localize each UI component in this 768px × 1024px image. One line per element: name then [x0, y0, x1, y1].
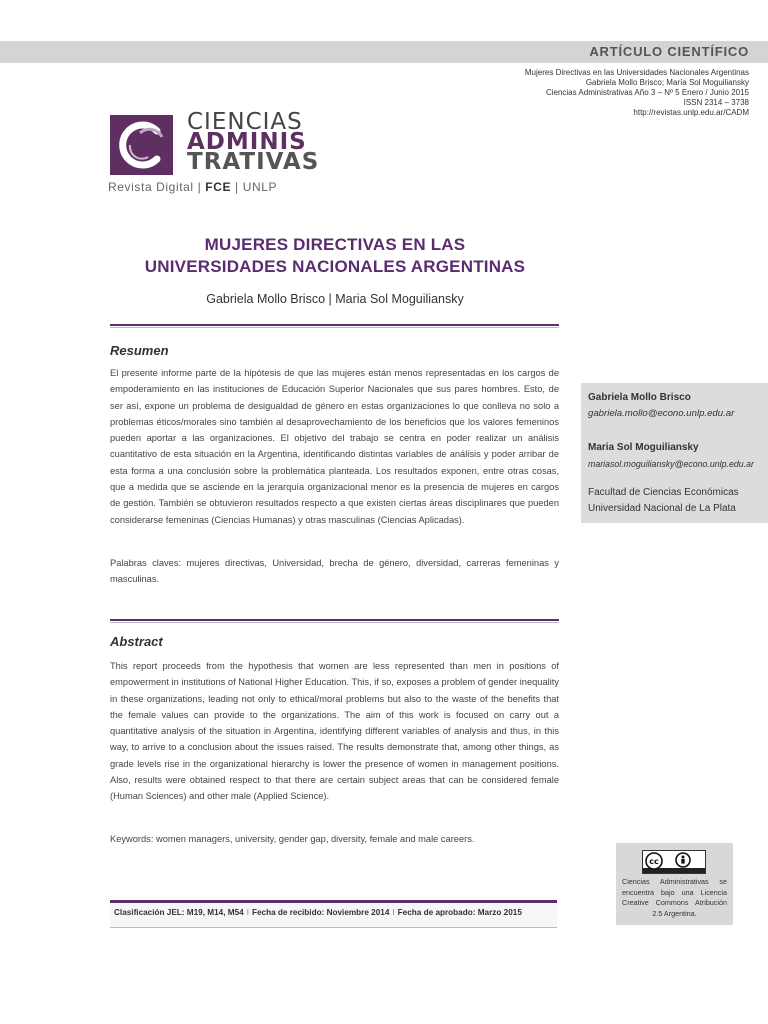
cc-by-badge[interactable]	[642, 850, 706, 874]
logo-wordmark	[187, 109, 320, 175]
license-text: Ciencias Administrativas se encuentra bajo una Licencia Creative Commons Atribución 2.5 Argentina.	[622, 877, 727, 918]
author-email[interactable]: gabriela.mollo@econo.unlp.edu.ar	[588, 408, 735, 419]
logo-word: CIENCIAS	[187, 109, 303, 135]
title-line: MUJERES DIRECTIVAS EN LAS	[204, 235, 466, 254]
by-icon	[676, 853, 690, 867]
logo-sub-revista: Revista Digital	[108, 180, 194, 194]
article-authors: Gabriela Mollo Brisco | Maria Sol Moguiliansky	[206, 292, 464, 306]
divider	[110, 619, 559, 621]
divider	[110, 324, 559, 326]
resumen-keywords: Palabras claves: mujeres directivas, Universidad, brecha de género, diversidad, carreras femeninas y masculinas.	[110, 558, 559, 585]
classification-footer	[110, 900, 557, 928]
logo-word: ADMINIS	[187, 129, 307, 155]
logo-subtitle: Revista Digital | FCE | UNLP	[108, 180, 278, 194]
citation-line: Gabriela Mollo Brisco; María Sol Moguiliansky	[585, 78, 749, 87]
citation-line: Mujeres Directivas en las Universidades Nacionales Argentinas	[524, 68, 749, 77]
citation-block	[525, 68, 749, 118]
citation-url: http://revistas.unlp.edu.ar/CADM	[633, 108, 749, 117]
approved-date: Fecha de aprobado: Marzo 2015	[397, 908, 522, 917]
jel-classification: Clasificación JEL: M19, M14, M54	[114, 908, 244, 917]
article-type-label: ARTÍCULO CIENTÍFICO	[589, 44, 749, 59]
author-name: Maria Sol Moguiliansky	[588, 442, 699, 453]
article-title	[110, 234, 560, 278]
license-box	[616, 843, 733, 925]
resumen-body: El presente informe parte de la hipótesis de que las mujeres están menos representadas en los cargos de empoderamiento en las instituciones de Educación Superior Nacionales que sus pares hombres. Esto, de ser así, expone un problema de desigualdad de género en estas organizaciones lo que conlleva no solo a problemas éticos/morales sino también al desaprovechamiento de los beneficios que los valores femeninos pueden aportar a las organizaciones. El objetivo del trabajo se centra en poder realizar un análisis cuantitativo de esta situación en la Argentina, identificando distintas variables de análisis y poder arribar de esta forma a una conclusión sobre la problemática planteada. Los resultados exponen, entre otras cosas, que a medida que se asciende en la jerarquía organizacional menor es la presencia de mujeres en cargos de gestión. También se obtuvieron resultados respecto a que existen ciertas áreas disciplinares que pueden considerarse femeninas (Ciencias Humanas) y otras masculinas (Ciencias Aplicadas).	[110, 368, 559, 525]
author-name: Gabriela Mollo Brisco	[588, 392, 691, 403]
logo-sub-unlp: UNLP	[242, 180, 278, 194]
author-info-sidebar	[581, 383, 768, 523]
title-line: UNIVERSIDADES NACIONALES ARGENTINAS	[144, 257, 526, 276]
journal-logo	[108, 109, 320, 202]
section-header-bar	[0, 41, 768, 63]
affiliation-line: Facultad de Ciencias Económicas	[588, 487, 739, 498]
logo-word: TRATIVAS	[187, 149, 320, 175]
logo-emblem-icon	[110, 115, 173, 175]
author-email[interactable]: mariasol.moguiliansky@econo.unlp.edu.ar	[588, 459, 754, 469]
resumen-heading: Resumen	[110, 343, 169, 358]
abstract-keywords: Keywords: women managers, university, gender gap, diversity, female and male careers.	[110, 834, 475, 844]
svg-text:cc: cc	[649, 857, 659, 866]
citation-line: ISSN 2314 – 3738	[683, 98, 749, 107]
abstract-body: This report proceeds from the hypothesis that women are less represented than men in positions of empowerment in institutions of National Higher Education. This, if so, exposes a problem of gender inequality in these organizations, leading not only to ethical/moral problems but also to the waste of the benefits that the female values can provide to the organizations. The aim of this work is focused on carry out a quantitative analysis of the situation in Argentina, identifying different variables of analysis and thus, in this way, to arrive to a conclusion about the issues raised. The results demonstrate that, among other things, as grade levels rise in the organizational hierarchy is lower the presence of women in management positions. Also, results were obtained respect to that there are certain subject areas that can be considered female (Human Sciences) and other male (Applied Science).	[110, 661, 559, 802]
abstract-heading: Abstract	[110, 634, 163, 649]
logo-sub-fce: FCE	[205, 180, 232, 194]
affiliation-line: Universidad Nacional de La Plata	[588, 503, 736, 514]
citation-line: Ciencias Administrativas Año 3 – Nº 5 Enero / Junio 2015	[545, 88, 749, 97]
received-date: Fecha de recibido: Noviembre 2014	[251, 908, 390, 917]
footer-text: Clasificación JEL: M19, M14, M54 I Fecha de recibido: Noviembre 2014 I Fecha de aprobado: Marzo 2015	[114, 908, 522, 917]
cc-icon	[646, 853, 662, 869]
